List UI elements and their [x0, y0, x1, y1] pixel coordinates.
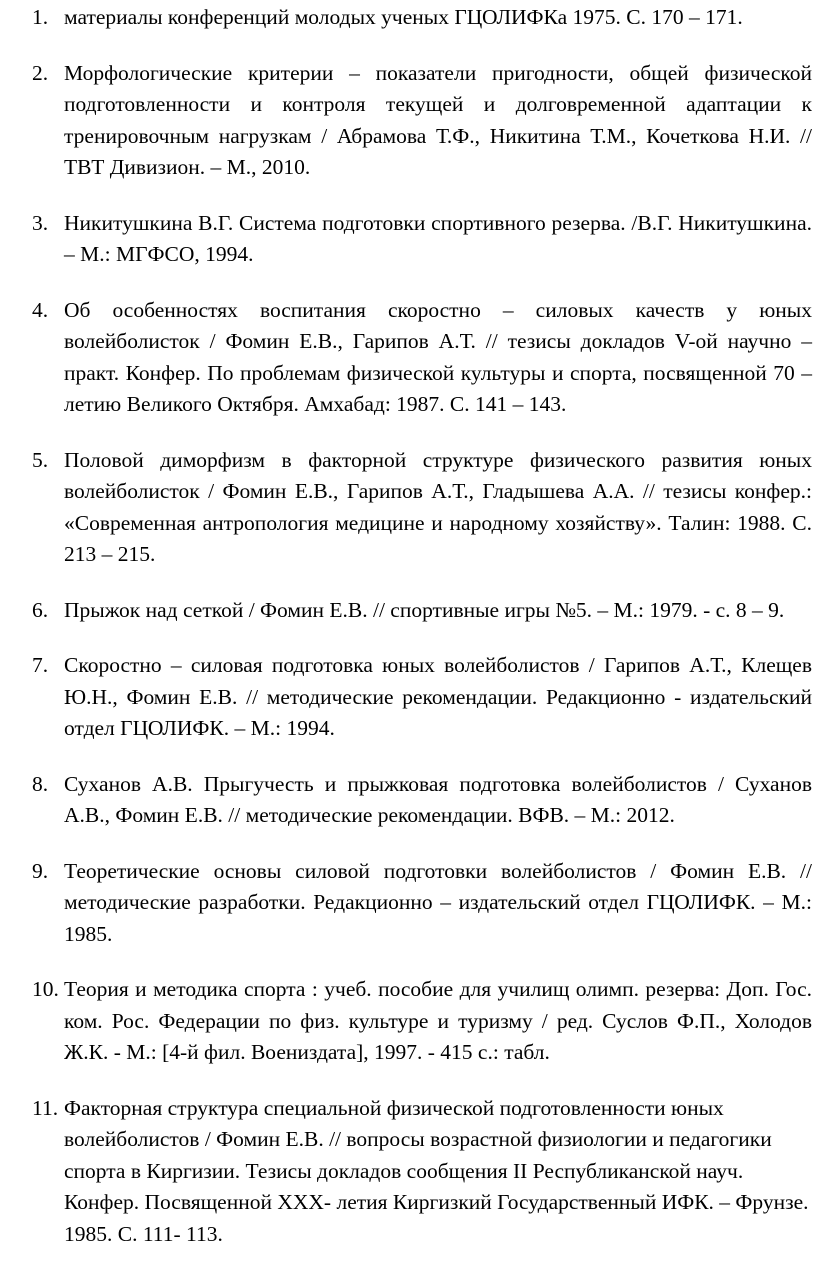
- list-item-number: 6.: [32, 597, 49, 622]
- list-item: [0, 295, 816, 421]
- list-item-text: Морфологические критерии – показатели пригодности, общей физической подготовленности и контроля текущей и долговременной адаптации к тренировочным нагрузкам / Абрамова Т.Ф., Никитина Т.М., Кочеткова Н.И. // ТВТ Дивизион. – М., 2010.: [64, 60, 812, 179]
- reference-list: [0, 2, 816, 1274]
- list-item-text: Об особенностях воспитания скоростно – силовых качеств у юных волейболисток / Фомин Е.В., Гарипов А.Т. // тезисы докладов V-ой научно – практ. Конфер. По проблемам физической культуры и спорта, посвященной 70 – летию Великого Октября. Амхабад: 1987. С. 141 – 143.: [64, 297, 812, 416]
- list-item-text: Теоретические основы силовой подготовки волейболистов / Фомин Е.В. // методические разработки. Редакционно – издательский отдел ГЦОЛИФК. – М.: 1985.: [64, 858, 812, 946]
- list-item-text: Половой диморфизм в факторной структуре физического развития юных волейболисток / Фомин Е.В., Гарипов А.Т., Гладышева А.А. // тезисы конфер.: «Современная антропология медицине и народному хозяйству». Талин: 1988. С. 213 – 215.: [64, 447, 812, 566]
- list-item-text: Факторная структура специальной физической подготовленности юных волейболистов / Фомин Е.В. // вопросы возрастной физиологии и педагогики спорта в Киргизии. Тезисы докладов сообщения II Республиканской науч. Конфер. Посвященной XXX- летия Киргизкий Государственный ИФК. – Фрунзе. 1985. С. 111- 113.: [64, 1095, 809, 1246]
- list-item-text: Прыжок над сеткой / Фомин Е.В. // спортивные игры №5. – М.: 1979. - с. 8 – 9.: [64, 597, 785, 622]
- list-item-number: 2.: [32, 60, 49, 85]
- list-item-number: 8.: [32, 771, 49, 796]
- list-item: [0, 650, 816, 745]
- list-item-text: Теория и методика спорта : учеб. пособие для училищ олимп. резерва: Доп. Гос. ком. Рос. Федерации по физ. культуре и туризму / ред. Суслов Ф.П., Холодов Ж.К. - М.: [4-й фил. Воениздата], 1997. - 415 с.: табл.: [64, 977, 812, 1064]
- list-item: [0, 769, 816, 832]
- list-item-number: 11.: [32, 1095, 59, 1120]
- list-item-text: материалы конференций молодых ученых ГЦОЛИФКа 1975. С. 170 – 171.: [64, 5, 743, 29]
- list-item: [0, 856, 816, 951]
- list-item: [0, 1093, 816, 1251]
- list-item-text: Скоростно – силовая подготовка юных волейболистов / Гарипов А.Т., Клещев Ю.Н., Фомин Е.В. // методические рекомендации. Редакционно - издательский отдел ГЦОЛИФК. – М.: 1994.: [64, 653, 812, 740]
- list-item-text: Суханов А.В. Прыгучесть и прыжковая подготовка волейболистов / Суханов А.В., Фомин Е.В. // методические рекомендации. ВФВ. – М.: 2012.: [64, 771, 812, 827]
- list-item: [0, 58, 816, 184]
- list-item: [0, 2, 816, 34]
- list-item-number: 10.: [32, 977, 59, 1001]
- list-item: [0, 974, 816, 1069]
- list-item: [0, 595, 816, 627]
- list-item-number: 4.: [32, 297, 49, 322]
- list-item-number: 5.: [32, 447, 49, 472]
- list-item-text: Никитушкина В.Г. Система подготовки спортивного резерва. /В.Г. Никитушкина. – М.: МГФСО, 1994.: [64, 210, 812, 266]
- list-item-number: 9.: [32, 858, 49, 883]
- list-item: [0, 208, 816, 271]
- list-item-number: 3.: [32, 210, 49, 235]
- list-item-number: 7.: [32, 653, 49, 677]
- list-item-number: 1.: [32, 5, 49, 29]
- list-item: [0, 445, 816, 571]
